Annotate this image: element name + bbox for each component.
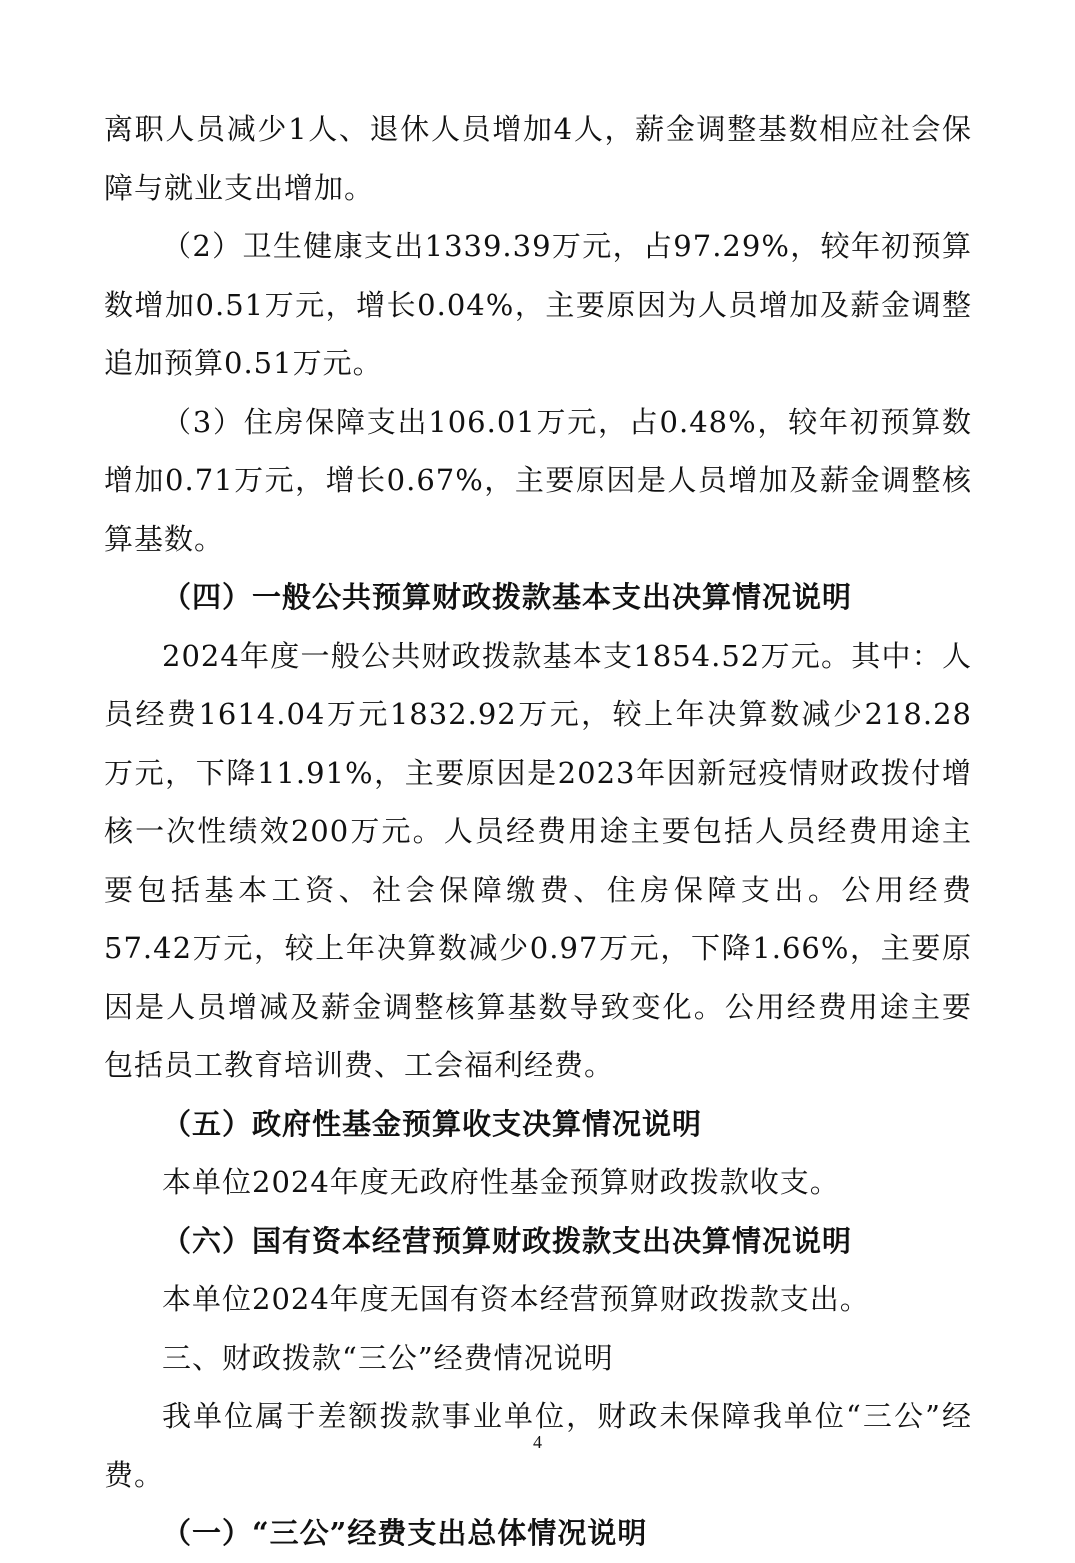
document-page [104, 100, 972, 1563]
section-title-three-public: 三、财政拨款“三公”经费情况说明 [162, 1340, 614, 1375]
page-number: 4 [533, 1432, 542, 1452]
paragraph-state-capital: 本单位2024年度无国有资本经营预算财政拨款支出。 [162, 1282, 870, 1316]
paragraph-three-public: 我单位属于差额拨款事业单位，财政未保障我单位“三公”经费。 [104, 1399, 972, 1492]
heading-government-fund: （五）政府性基金预算收支决算情况说明 [162, 1106, 703, 1141]
heading-three-public-overall: （一）“三公”经费支出总体情况说明 [162, 1516, 648, 1550]
paragraph-social-security-continued: 离职人员减少1人、退休人员增加4人，薪金调整基数相应社会保障与就业支出增加。 [104, 112, 972, 205]
paragraph-housing-expenditure: （3）住房保障支出106.01万元，占0.48%，较年初预算数增加0.71万元，增长0.67%，主要原因是人员增加及薪金调整核算基数。 [104, 404, 972, 556]
paragraph-basic-expenditure: 2024年度一般公共财政拨款基本支1854.52万元。其中：人员经费1614.04万元1832.92万元，较上年决算数减少218.28万元，下降11.91%，主要原因是2023年因新冠疫情财政拨付增核一次性绩效200万元。人员经费用途主要包括人员经费用途主要包括基本工资、社会保障缴费、住房保障支出。公用经费57.42万元，较上年决算数减少0.97万元，下降1.66%，主要原因是人员增减及薪金调整核算基数导致变化。公用经费用途主要包括员工教育培训费、工会福利经费。 [104, 638, 972, 1082]
heading-basic-expenditure: （四）一般公共预算财政拨款基本支出决算情况说明 [162, 580, 853, 614]
paragraph-government-fund: 本单位2024年度无政府性基金预算财政拨款收支。 [162, 1165, 840, 1199]
paragraph-health-expenditure: （2）卫生健康支出1339.39万元，占97.29%，较年初预算数增加0.51万元，增长0.04%，主要原因为人员增加及薪金调整追加预算0.51万元。 [104, 229, 972, 380]
heading-state-capital: （六）国有资本经营预算财政拨款支出决算情况说明 [162, 1223, 853, 1258]
